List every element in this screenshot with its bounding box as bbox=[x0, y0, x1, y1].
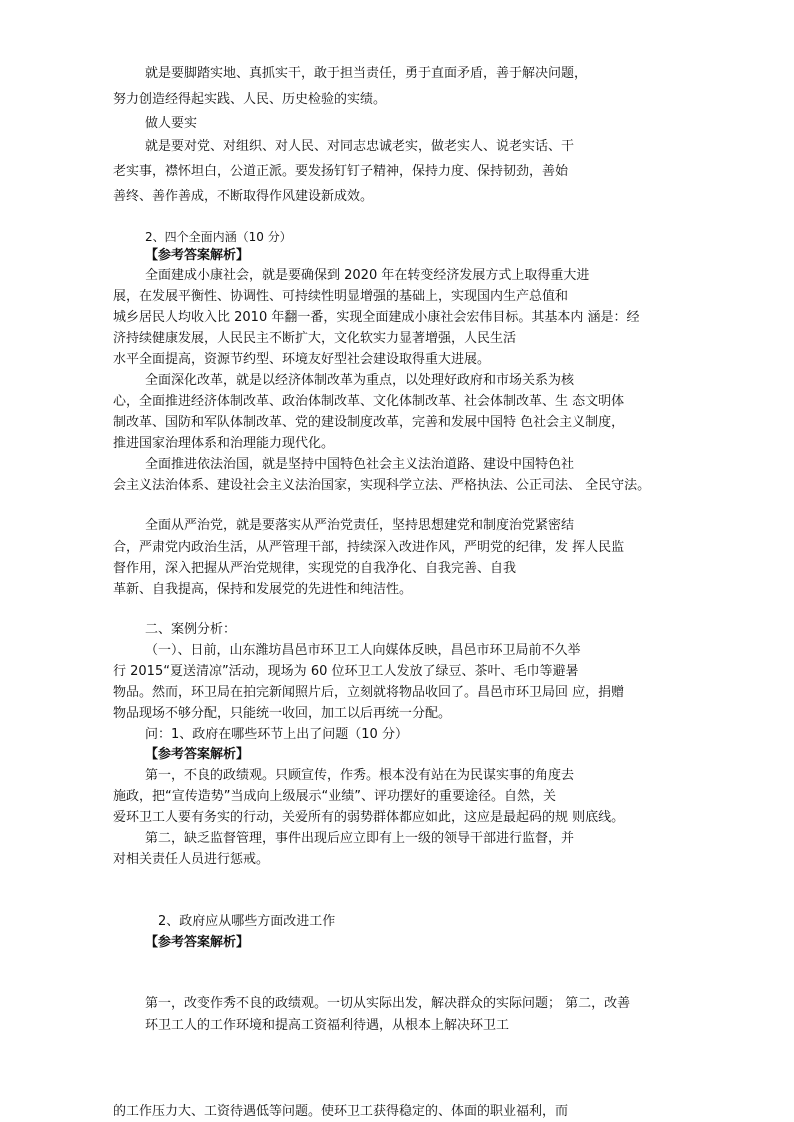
question-heading: 问：1、政府在哪些环节上出了问题（10 分） bbox=[145, 727, 408, 742]
text-line: 会主义法治体系、建设社会主义法治国家，实现科学立法、严格执法、公正司法、 全民守法。 bbox=[113, 478, 651, 493]
text-line: 的工作压力大、工资待遇低等问题。使环卫工获得稳定的、体面的职业福利，而 bbox=[113, 1104, 569, 1119]
text-line: 全面推进依法治国，就是坚持中国特色社会主义法治道路、建设中国特色社 bbox=[145, 457, 575, 472]
text-line: 全面建成小康社会，就是要确保到 2020 年在转变经济发展方式上取得重大进 bbox=[145, 268, 590, 283]
text-line: 心，全面推进经济体制改革、政治体制改革、文化体制改革、社会体制改革、生 态文明体 bbox=[113, 394, 625, 409]
text-line: 善终、善作善成，不断取得作风建设新成效。 bbox=[113, 189, 374, 204]
text-line: 第二，缺乏监督管理，事件出现后应立即有上一级的领导干部进行监督，并 bbox=[145, 831, 575, 846]
text-line: 全面深化改革，就是以经济体制改革为重点，以处理好政府和市场关系为核 bbox=[145, 373, 575, 388]
text-line: 物品现场不够分配，只能统一收回，加工以后再统一分配。 bbox=[113, 706, 452, 721]
text-line: 城乡居民人均收入比 2010 年翻一番，实现全面建成小康社会宏伟目标。其基本内 涵是：经 bbox=[113, 310, 640, 325]
text-line: 努力创造经得起实践、人民、历史检验的实绩。 bbox=[113, 92, 387, 107]
text-line: 第一，改变作秀不良的政绩观。一切从实际出发，解决群众的实际问题； 第二，改善 bbox=[145, 996, 631, 1011]
text-line: 合，严肃党内政治生活，从严管理干部，持续深入改进作风，严明党的纪律，发 挥人民监 bbox=[113, 540, 625, 555]
text-line: 施政，把“宣传造势”当成向上级展示“业绩”、评功摆好的重要途径。自然，关 bbox=[113, 789, 556, 804]
text-line: 革新、自我提高，保持和发展党的先进性和纯洁性。 bbox=[113, 582, 413, 597]
text-line: （一）、日前，山东潍坊昌邑市环卫工人向媒体反映，昌邑市环卫局前不久举 bbox=[145, 643, 581, 658]
text-line: 环卫工人的工作环境和提高工资福利待遇，从根本上解决环卫工 bbox=[145, 1018, 510, 1033]
text-line: 推进国家治理体系和治理能力现代化。 bbox=[113, 436, 335, 451]
section-heading: 二、案例分析： bbox=[145, 622, 237, 637]
text-line: 展，在发展平衡性、协调性、可持续性明显增强的基础上，实现国内生产总值和 bbox=[113, 289, 569, 304]
text-line: 督作用，深入把握从严治党规律，实现党的自我净化、自我完善、自我 bbox=[113, 561, 517, 576]
text-line: 老实事，襟怀坦白，公道正派。要发扬钉钉子精神，保持力度、保持韧劲，善始 bbox=[113, 164, 569, 179]
section-heading: 做人要实 bbox=[145, 116, 198, 131]
text-line: 水平全面提高，资源节约型、环境友好型社会建设取得重大进展。 bbox=[113, 352, 491, 367]
text-line: 就是要脚踏实地、真抓实干，敢于担当责任，勇于直面矛盾，善于解决问题， bbox=[145, 66, 588, 81]
text-line: 爱环卫工人要有务实的行动，关爱所有的弱势群体都应如此，这应是最起码的规 则底线。 bbox=[113, 810, 625, 825]
text-line: 第一，不良的政绩观。只顾宣传，作秀。根本没有站在为民谋实事的角度去 bbox=[145, 768, 575, 783]
text-line: 济持续健康发展，人民民主不断扩大，文化软实力显著增强，人民生活 bbox=[113, 331, 517, 346]
question-heading: 2、政府应从哪些方面改进工作 bbox=[158, 914, 336, 929]
text-line: 全面从严治党，就是要落实从严治党责任，坚持思想建党和制度治党紧密结 bbox=[145, 518, 575, 533]
answer-label: 【参考答案解析】 bbox=[145, 248, 250, 263]
answer-label: 【参考答案解析】 bbox=[145, 747, 250, 762]
text-line: 物品。然而，环卫局在拍完新闻照片后，立刻就将物品收回了。昌邑市环卫局回 应，捐赠 bbox=[113, 685, 625, 700]
answer-label: 【参考答案解析】 bbox=[145, 935, 250, 950]
text-line: 制改革、国防和军队体制改革、党的建设制度改革，完善和发展中国特 色社会主义制度， bbox=[113, 415, 625, 430]
text-line: 对相关责任人员进行惩戒。 bbox=[113, 852, 270, 867]
text-line: 行 2015“夏送清凉”活动，现场为 60 位环卫工人发放了绿豆、茶叶、毛巾等避暑 bbox=[113, 664, 579, 679]
question-heading: 2、四个全面内涵（10 分） bbox=[145, 230, 292, 244]
text-line: 就是要对党、对组织、对人民、对同志忠诚老实，做老实人、说老实话、干 bbox=[145, 139, 575, 154]
